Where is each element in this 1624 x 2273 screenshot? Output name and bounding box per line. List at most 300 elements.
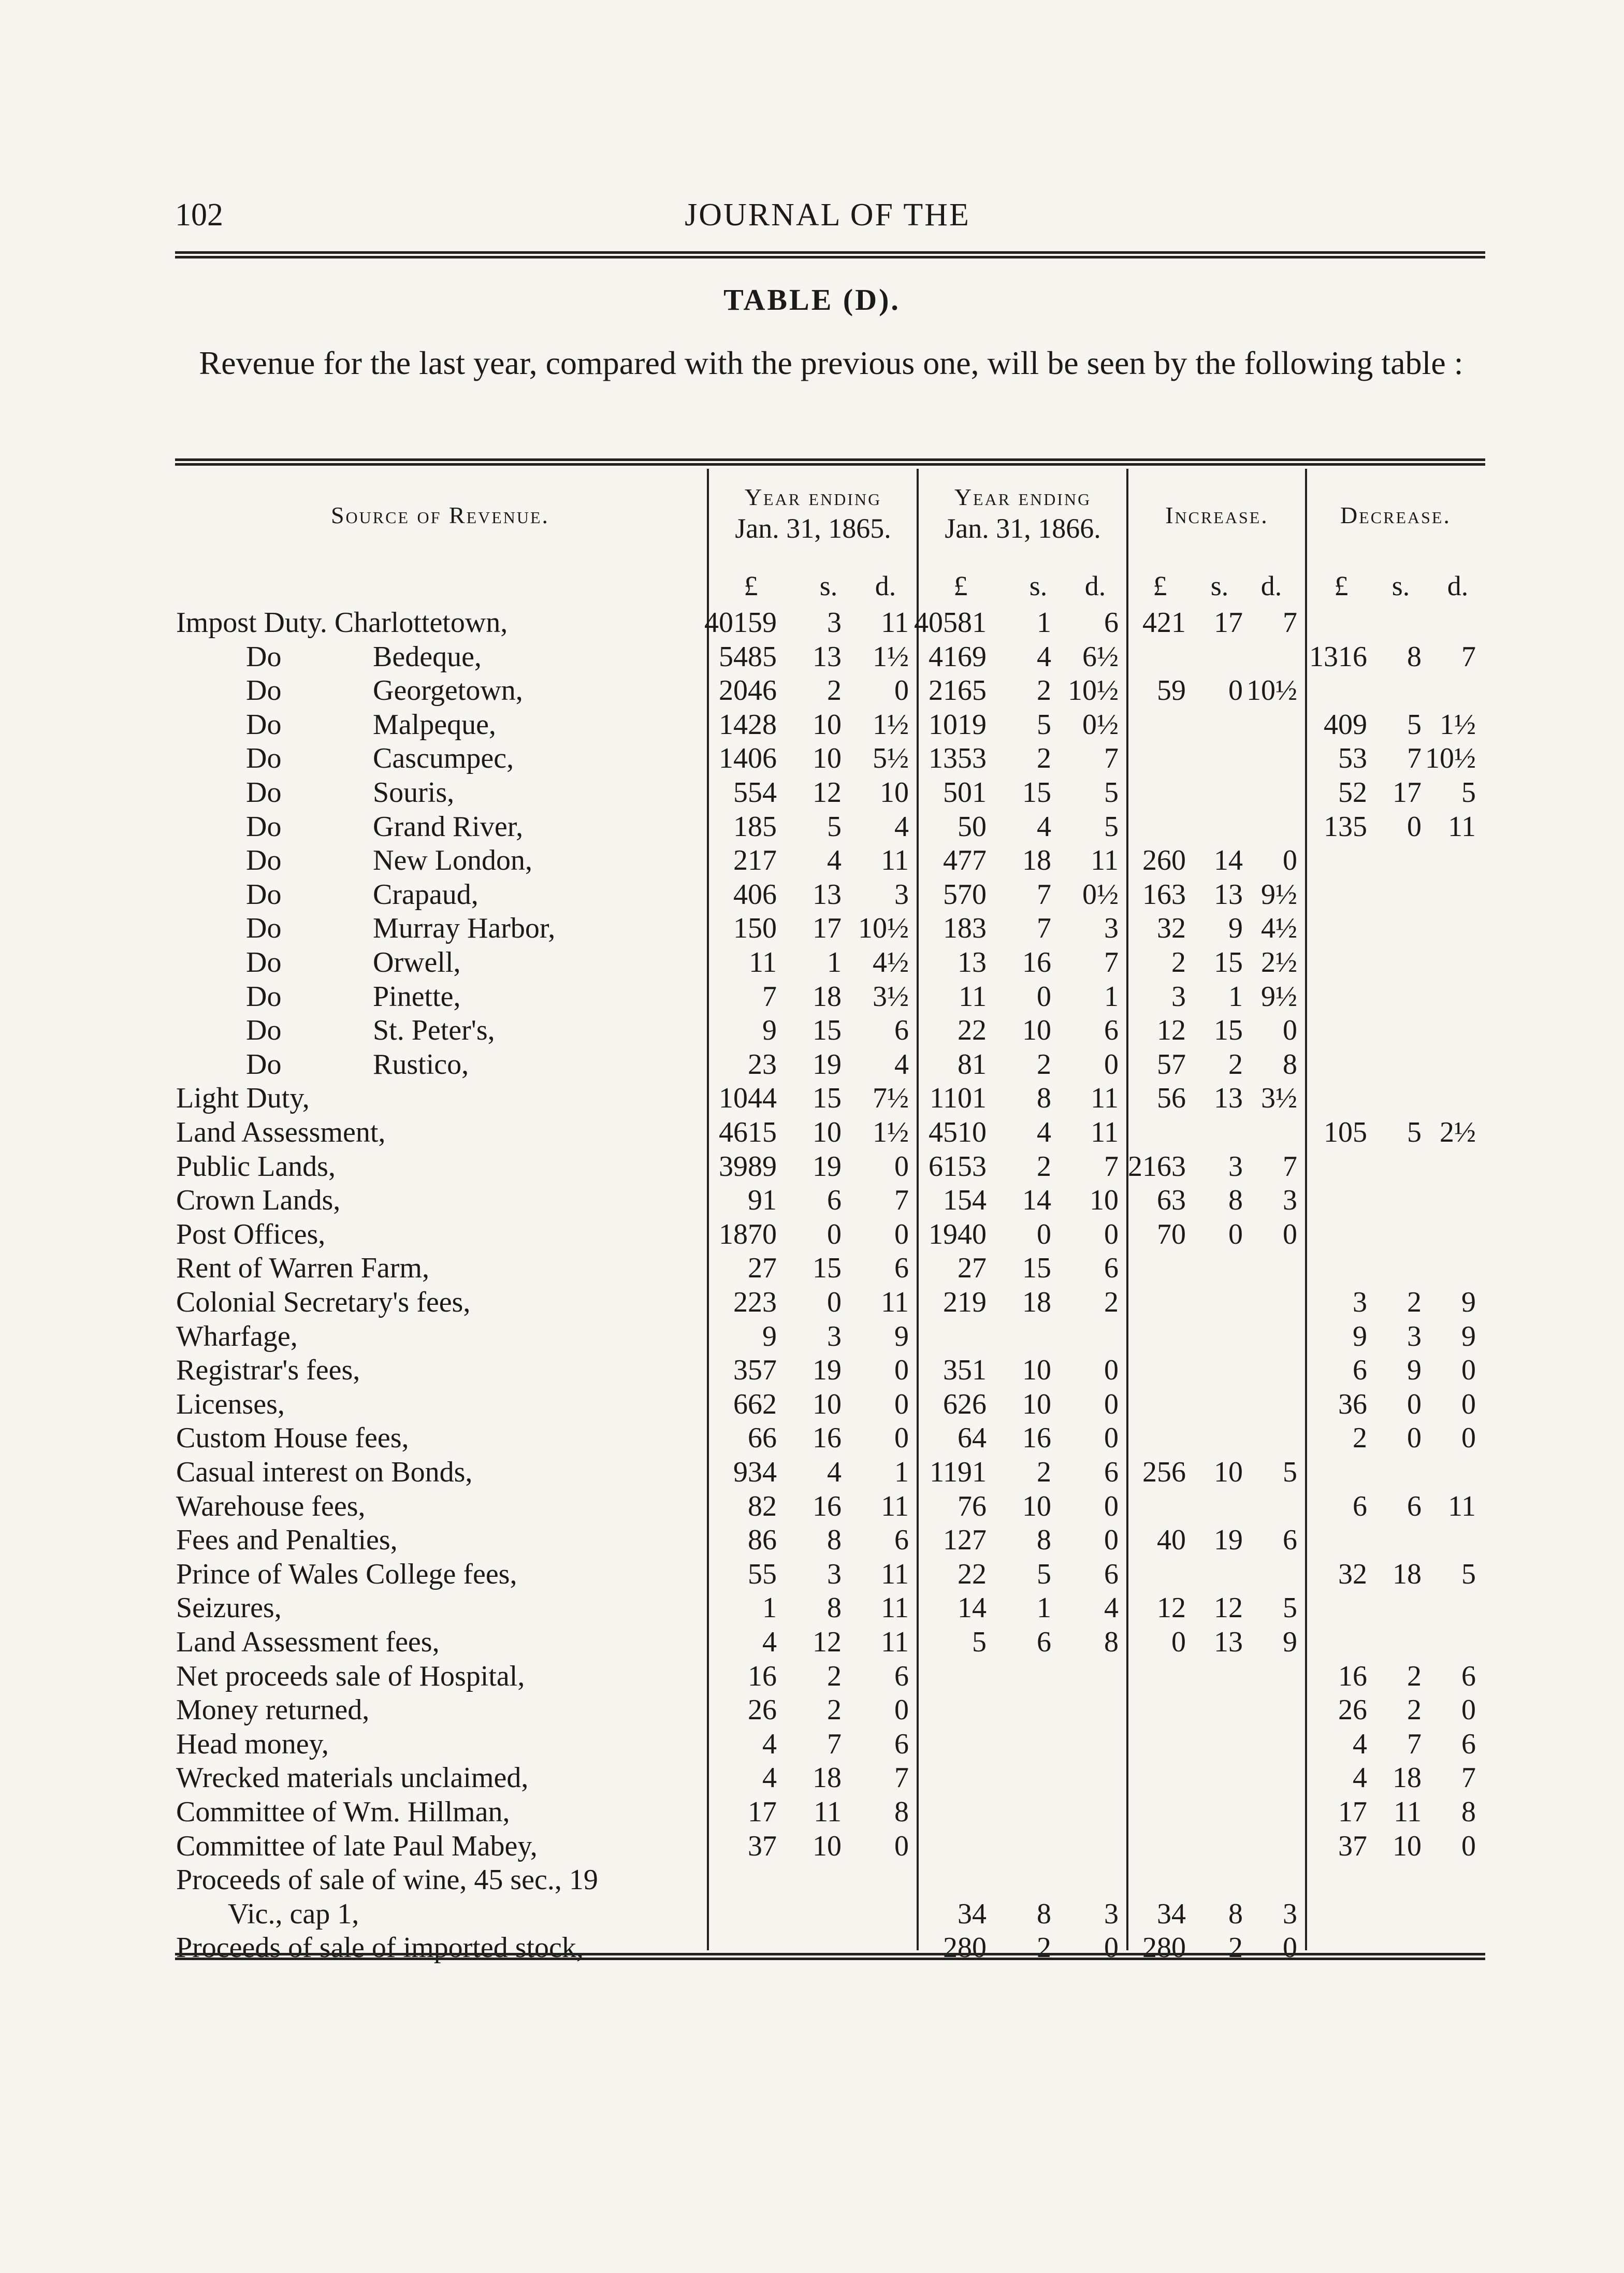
cell-inc-shillings: 13 — [1214, 1626, 1243, 1658]
cell-y2-pence: 2 — [1104, 1286, 1119, 1318]
row-label: Do — [246, 776, 282, 809]
header-rule — [175, 251, 1485, 258]
cell-y2-pence: 6 — [1104, 1252, 1119, 1285]
cell-dec-pounds: 105 — [1324, 1116, 1367, 1148]
cell-y2-pounds: 570 — [943, 878, 987, 911]
row-port-name: Rustico, — [373, 1048, 469, 1081]
cell-y2-pence: 0 — [1104, 1218, 1119, 1250]
cell-y1-shillings: 19 — [813, 1048, 842, 1081]
cell-y2-shillings: 18 — [1022, 1286, 1051, 1318]
cell-y2-pounds: 127 — [943, 1524, 987, 1557]
cell-y2-pence: 4 — [1104, 1592, 1119, 1624]
table-row — [0, 1354, 1624, 1387]
cell-y1-pence: 6 — [894, 1014, 909, 1047]
cell-y1-pounds: 9 — [762, 1014, 777, 1047]
table-row — [0, 1625, 1624, 1659]
cell-y1-pence: 5½ — [873, 742, 909, 775]
row-label: Money returned, — [176, 1694, 370, 1727]
cell-y1-pence: 11 — [881, 1626, 909, 1658]
cell-y2-pounds: 22 — [958, 1014, 987, 1047]
cell-dec-shillings: 0 — [1407, 1388, 1422, 1420]
cell-dec-shillings: 7 — [1407, 742, 1422, 775]
cell-dec-shillings: 6 — [1407, 1490, 1422, 1522]
cell-y2-shillings: 8 — [1037, 1082, 1051, 1115]
cell-inc-pounds: 0 — [1171, 1626, 1186, 1658]
cell-dec-pounds: 6 — [1353, 1490, 1367, 1522]
cell-dec-pence: 0 — [1461, 1422, 1476, 1455]
cell-dec-shillings: 18 — [1393, 1558, 1422, 1590]
cell-dec-pence: 10½ — [1425, 742, 1476, 775]
cell-y2-pence: 5 — [1104, 776, 1119, 809]
cell-y1-shillings: 15 — [813, 1252, 842, 1285]
cell-dec-pence: 9 — [1461, 1286, 1476, 1318]
table-row — [0, 1761, 1624, 1794]
row-label: Proceeds of sale of imported stock, — [176, 1932, 584, 1964]
unit-shilling-4: s. — [1391, 570, 1410, 601]
cell-y1-pence: 0 — [894, 1150, 909, 1183]
cell-y1-pence: 10 — [880, 776, 909, 809]
cell-dec-shillings: 17 — [1393, 776, 1422, 809]
table-row — [0, 1388, 1624, 1421]
cell-y2-pounds: 4169 — [929, 640, 987, 673]
row-label: Do — [246, 1014, 282, 1047]
cell-y2-pence: 6 — [1104, 1558, 1119, 1590]
row-label: Do — [246, 878, 282, 911]
cell-inc-pence: 2½ — [1261, 946, 1297, 979]
cell-y1-shillings: 5 — [827, 810, 842, 843]
cell-y1-pounds: 554 — [733, 776, 777, 809]
cell-inc-pounds: 57 — [1157, 1048, 1186, 1081]
unit-shilling-1: s. — [819, 570, 838, 601]
cell-y1-shillings: 12 — [813, 1626, 842, 1658]
col-head-year2 — [919, 482, 1126, 544]
cell-y1-pence: 11 — [881, 1490, 909, 1522]
row-label: Do — [246, 640, 282, 673]
cell-y1-pounds: 82 — [748, 1490, 777, 1522]
cell-inc-pounds: 59 — [1157, 674, 1186, 707]
cell-inc-pounds: 32 — [1157, 912, 1186, 945]
cell-inc-pounds: 12 — [1157, 1014, 1186, 1047]
row-label: Casual interest on Bonds, — [176, 1456, 473, 1488]
cell-y1-pounds: 406 — [733, 878, 777, 911]
cell-inc-pounds: 56 — [1157, 1082, 1186, 1115]
cell-dec-shillings: 5 — [1407, 708, 1422, 741]
cell-y2-shillings: 15 — [1022, 1252, 1051, 1285]
cell-y2-shillings: 1 — [1037, 607, 1051, 639]
cell-y2-shillings: 2 — [1037, 1932, 1051, 1964]
row-label: Do — [246, 946, 282, 979]
col-head-year1-line2: Jan. 31, 1865. — [735, 513, 891, 544]
row-label: Impost Duty. Charlottetown, — [176, 607, 508, 639]
cell-y1-pence: 4½ — [873, 946, 909, 979]
cell-dec-shillings: 8 — [1407, 640, 1422, 673]
row-label: Public Lands, — [176, 1150, 336, 1183]
cell-dec-pence: 9 — [1461, 1320, 1476, 1353]
row-port-name: St. Peter's, — [373, 1014, 495, 1047]
cell-y1-pounds: 4 — [762, 1728, 777, 1760]
cell-y2-shillings: 4 — [1037, 1116, 1051, 1148]
cell-y2-pence: 6½ — [1082, 640, 1119, 673]
cell-dec-pounds: 17 — [1338, 1796, 1367, 1828]
cell-inc-pence: 3 — [1283, 1184, 1297, 1217]
cell-dec-pounds: 3 — [1353, 1286, 1367, 1318]
cell-y1-pence: 0 — [894, 674, 909, 707]
row-label: Wrecked materials unclaimed, — [176, 1762, 529, 1794]
cell-y2-shillings: 4 — [1037, 640, 1051, 673]
cell-y2-shillings: 0 — [1037, 1218, 1051, 1250]
cell-dec-pence: 0 — [1461, 1354, 1476, 1387]
cell-y1-pence: 0 — [894, 1830, 909, 1862]
cell-y1-pounds: 223 — [733, 1286, 777, 1318]
cell-dec-pence: 7 — [1461, 1762, 1476, 1794]
cell-y1-pounds: 11 — [749, 946, 777, 979]
table-row — [0, 1320, 1624, 1353]
cell-y1-pounds: 934 — [733, 1456, 777, 1488]
row-label: Do — [246, 980, 282, 1013]
row-label: Vic., cap 1, — [228, 1897, 359, 1930]
cell-y1-shillings: 10 — [813, 708, 842, 741]
cell-y2-shillings: 14 — [1022, 1184, 1051, 1217]
unit-shilling-3: s. — [1210, 570, 1229, 601]
table-row — [0, 742, 1624, 775]
cell-inc-shillings: 9 — [1228, 912, 1243, 945]
cell-y2-pounds: 1353 — [929, 742, 987, 775]
cell-inc-pounds: 421 — [1142, 607, 1186, 639]
cell-y1-pounds: 86 — [748, 1524, 777, 1557]
cell-y2-pounds: 219 — [943, 1286, 987, 1318]
row-label: Fees and Penalties, — [176, 1524, 398, 1557]
cell-y2-shillings: 10 — [1022, 1014, 1051, 1047]
col-head-year2-line2: Jan. 31, 1866. — [945, 513, 1101, 544]
row-port-name: Orwell, — [373, 946, 461, 979]
cell-inc-shillings: 13 — [1214, 878, 1243, 911]
table-row — [0, 912, 1624, 945]
cell-y2-shillings: 0 — [1037, 980, 1051, 1013]
cell-y2-pounds: 27 — [958, 1252, 987, 1285]
cell-y1-pounds: 4 — [762, 1762, 777, 1794]
cell-y1-shillings: 3 — [827, 1558, 842, 1590]
cell-inc-shillings: 2 — [1228, 1048, 1243, 1081]
table-row — [0, 1693, 1624, 1727]
cell-inc-pence: 0 — [1283, 1014, 1297, 1047]
cell-y1-shillings: 15 — [813, 1014, 842, 1047]
row-label: Do — [246, 844, 282, 877]
cell-y2-pence: 10½ — [1068, 674, 1119, 707]
cell-y2-pence: 0 — [1104, 1422, 1119, 1455]
cell-y2-pence: 0 — [1104, 1490, 1119, 1522]
cell-y1-pounds: 37 — [748, 1830, 777, 1862]
row-label: Crown Lands, — [176, 1184, 341, 1217]
cell-y1-pounds: 1 — [762, 1592, 777, 1624]
cell-y2-pounds: 477 — [943, 844, 987, 877]
cell-dec-pence: 8 — [1461, 1796, 1476, 1828]
cell-y2-pence: 7 — [1104, 946, 1119, 979]
table-title: TABLE (D). — [723, 283, 901, 317]
cell-inc-shillings: 12 — [1214, 1592, 1243, 1624]
cell-y2-pounds: 183 — [943, 912, 987, 945]
cell-dec-shillings: 2 — [1407, 1660, 1422, 1692]
cell-dec-pounds: 2 — [1353, 1422, 1367, 1455]
cell-y1-shillings: 0 — [827, 1286, 842, 1318]
table-row — [0, 1150, 1624, 1183]
cell-y2-pounds: 64 — [958, 1422, 987, 1455]
cell-y2-pounds: 501 — [943, 776, 987, 809]
cell-inc-pounds: 34 — [1157, 1897, 1186, 1930]
cell-dec-pence: 7 — [1461, 640, 1476, 673]
table-row — [0, 1014, 1624, 1047]
cell-y2-pounds: 280 — [943, 1932, 987, 1964]
cell-y1-pounds: 5485 — [719, 640, 777, 673]
cell-y2-pence: 7 — [1104, 1150, 1119, 1183]
cell-dec-shillings: 18 — [1393, 1762, 1422, 1794]
cell-y2-pounds: 5 — [972, 1626, 987, 1658]
cell-y1-pence: 11 — [881, 1558, 909, 1590]
cell-y1-pounds: 66 — [748, 1422, 777, 1455]
row-label: Prince of Wales College fees, — [176, 1558, 517, 1590]
cell-inc-pounds: 2 — [1171, 946, 1186, 979]
cell-dec-pounds: 4 — [1353, 1728, 1367, 1760]
cell-y2-shillings: 18 — [1022, 844, 1051, 877]
cell-inc-pounds: 63 — [1157, 1184, 1186, 1217]
cell-dec-pounds: 409 — [1324, 708, 1367, 741]
row-port-name: Malpeque, — [373, 708, 496, 741]
table-row — [0, 1456, 1624, 1489]
cell-y2-pence: 6 — [1104, 607, 1119, 639]
unit-pence-3: d. — [1260, 570, 1282, 601]
unit-pence-4: d. — [1447, 570, 1469, 601]
cell-y2-pounds: 13 — [958, 946, 987, 979]
cell-y1-shillings: 15 — [813, 1082, 842, 1115]
cell-y1-pence: 1½ — [873, 708, 909, 741]
cell-inc-pounds: 2163 — [1128, 1150, 1186, 1183]
cell-y1-pounds: 17 — [748, 1796, 777, 1828]
cell-inc-pounds: 40 — [1157, 1524, 1186, 1557]
cell-dec-shillings: 7 — [1407, 1728, 1422, 1760]
cell-y1-pence: 1½ — [873, 1116, 909, 1148]
cell-y1-shillings: 3 — [827, 607, 842, 639]
cell-inc-shillings: 17 — [1214, 607, 1243, 639]
cell-y1-pence: 1 — [894, 1456, 909, 1488]
cell-y1-shillings: 4 — [827, 1456, 842, 1488]
cell-y1-pence: 0 — [894, 1422, 909, 1455]
cell-y2-pence: 11 — [1091, 1116, 1119, 1148]
cell-y1-pence: 0 — [894, 1354, 909, 1387]
cell-y1-shillings: 10 — [813, 1116, 842, 1148]
cell-y2-pounds: 6153 — [929, 1150, 987, 1183]
table-top-rule — [175, 458, 1485, 466]
cell-y1-pence: 10½ — [858, 912, 909, 945]
table-row — [0, 1795, 1624, 1829]
cell-inc-pence: 7 — [1283, 607, 1297, 639]
cell-dec-shillings: 10 — [1393, 1830, 1422, 1862]
cell-y1-pence: 6 — [894, 1728, 909, 1760]
cell-y2-pence: 0 — [1104, 1354, 1119, 1387]
cell-inc-pence: 6 — [1283, 1524, 1297, 1557]
cell-y2-shillings: 8 — [1037, 1524, 1051, 1557]
cell-y1-shillings: 17 — [813, 912, 842, 945]
table-row — [0, 1184, 1624, 1217]
cell-y1-shillings: 8 — [827, 1592, 842, 1624]
cell-y2-shillings: 10 — [1022, 1388, 1051, 1420]
cell-y2-shillings: 6 — [1037, 1626, 1051, 1658]
cell-inc-pence: 5 — [1283, 1456, 1297, 1488]
cell-y1-pounds: 1870 — [719, 1218, 777, 1250]
cell-y1-pounds: 150 — [733, 912, 777, 945]
table-row — [0, 1558, 1624, 1591]
cell-inc-shillings: 0 — [1228, 674, 1243, 707]
cell-y1-pounds: 7 — [762, 980, 777, 1013]
unit-pound-4: £ — [1334, 570, 1349, 601]
cell-y2-pence: 7 — [1104, 742, 1119, 775]
row-label: Do — [246, 810, 282, 843]
row-label: Proceeds of sale of wine, 45 sec., 19 — [176, 1864, 598, 1896]
cell-y2-pounds: 40581 — [914, 607, 987, 639]
cell-y2-pence: 0 — [1104, 1388, 1119, 1420]
cell-inc-pence: 10½ — [1246, 674, 1297, 707]
table-row — [0, 1286, 1624, 1319]
unit-shilling-2: s. — [1029, 570, 1048, 601]
cell-y2-pounds: 11 — [959, 980, 987, 1013]
cell-y1-pence: 7½ — [873, 1082, 909, 1115]
cell-inc-pounds: 3 — [1171, 980, 1186, 1013]
cell-y1-pounds: 2046 — [719, 674, 777, 707]
cell-dec-shillings: 3 — [1407, 1320, 1422, 1353]
cell-y2-pounds: 34 — [958, 1897, 987, 1930]
cell-y2-shillings: 5 — [1037, 708, 1051, 741]
cell-y2-shillings: 2 — [1037, 1048, 1051, 1081]
cell-y1-pence: 4 — [894, 1048, 909, 1081]
cell-y2-pounds: 154 — [943, 1184, 987, 1217]
cell-y1-pounds: 26 — [748, 1694, 777, 1727]
cell-y2-pounds: 2165 — [929, 674, 987, 707]
cell-y1-shillings: 19 — [813, 1354, 842, 1387]
row-label: Do — [246, 912, 282, 945]
cell-y2-shillings: 15 — [1022, 776, 1051, 809]
table-row — [0, 1421, 1624, 1455]
cell-y2-pounds: 76 — [958, 1490, 987, 1522]
running-head: JOURNAL OF THE — [685, 197, 970, 233]
col-head-source — [176, 500, 704, 531]
unit-pence-1: d. — [875, 570, 896, 601]
row-label: Net proceeds sale of Hospital, — [176, 1660, 525, 1692]
cell-inc-shillings: 0 — [1228, 1218, 1243, 1250]
row-label: Colonial Secretary's fees, — [176, 1286, 471, 1318]
row-label: Post Offices, — [176, 1218, 326, 1250]
row-port-name: Grand River, — [373, 810, 524, 843]
cell-inc-pence: 3 — [1283, 1897, 1297, 1930]
cell-y2-shillings: 2 — [1037, 742, 1051, 775]
cell-y1-shillings: 4 — [827, 844, 842, 877]
cell-dec-pence: 0 — [1461, 1694, 1476, 1727]
cell-y1-shillings: 1 — [827, 946, 842, 979]
cell-y2-shillings: 7 — [1037, 878, 1051, 911]
cell-inc-pounds: 70 — [1157, 1218, 1186, 1250]
cell-y1-pence: 6 — [894, 1524, 909, 1557]
cell-y1-shillings: 2 — [827, 1660, 842, 1692]
cell-y1-pounds: 1044 — [719, 1082, 777, 1115]
cell-dec-pounds: 32 — [1338, 1558, 1367, 1590]
cell-inc-pence: 3½ — [1261, 1082, 1297, 1115]
cell-y1-pounds: 1428 — [719, 708, 777, 741]
row-label: Land Assessment fees, — [176, 1626, 440, 1658]
cell-y2-shillings: 5 — [1037, 1558, 1051, 1590]
cell-dec-pence: 6 — [1461, 1728, 1476, 1760]
table-row — [0, 1523, 1624, 1557]
unit-pound-3: £ — [1153, 570, 1167, 601]
cell-y1-pence: 9 — [894, 1320, 909, 1353]
row-label: Committee of late Paul Mabey, — [176, 1830, 538, 1862]
cell-y1-pounds: 16 — [748, 1660, 777, 1692]
col-head-decrease — [1308, 500, 1484, 531]
cell-inc-pounds: 256 — [1142, 1456, 1186, 1488]
row-label: Seizures, — [176, 1592, 282, 1624]
table-row — [0, 1591, 1624, 1624]
table-bottom-rule — [175, 1953, 1485, 1960]
cell-y1-pence: 0 — [894, 1218, 909, 1250]
cell-y2-pence: 0 — [1104, 1048, 1119, 1081]
cell-y1-pence: 8 — [894, 1796, 909, 1828]
row-label: Licenses, — [176, 1388, 285, 1420]
table-row — [0, 1082, 1624, 1115]
cell-y2-pence: 0 — [1104, 1524, 1119, 1557]
cell-inc-shillings: 8 — [1228, 1897, 1243, 1930]
cell-inc-pounds: 280 — [1142, 1932, 1186, 1964]
cell-y1-pounds: 91 — [748, 1184, 777, 1217]
cell-dec-shillings: 2 — [1407, 1286, 1422, 1318]
col-head-year2-line1: Year ending — [954, 484, 1092, 510]
cell-y1-shillings: 18 — [813, 980, 842, 1013]
cell-y2-shillings: 16 — [1022, 1422, 1051, 1455]
cell-y1-shillings: 6 — [827, 1184, 842, 1217]
cell-y1-pounds: 40159 — [704, 607, 777, 639]
cell-y1-shillings: 18 — [813, 1762, 842, 1794]
row-label: Do — [246, 674, 282, 707]
cell-inc-pounds: 163 — [1142, 878, 1186, 911]
cell-y1-pounds: 23 — [748, 1048, 777, 1081]
cell-y1-shillings: 12 — [813, 776, 842, 809]
col-head-increase-text: Increase. — [1165, 502, 1269, 528]
cell-y2-pounds: 1019 — [929, 708, 987, 741]
cell-inc-shillings: 3 — [1228, 1150, 1243, 1183]
cell-y1-pence: 6 — [894, 1252, 909, 1285]
cell-y2-pence: 0½ — [1082, 878, 1119, 911]
cell-y1-shillings: 13 — [813, 640, 842, 673]
cell-inc-pence: 0 — [1283, 1932, 1297, 1964]
cell-dec-pounds: 37 — [1338, 1830, 1367, 1862]
cell-y2-pounds: 14 — [958, 1592, 987, 1624]
cell-y2-pounds: 1191 — [930, 1456, 987, 1488]
cell-dec-pounds: 9 — [1353, 1320, 1367, 1353]
cell-y2-shillings: 4 — [1037, 810, 1051, 843]
cell-y2-pence: 1 — [1104, 980, 1119, 1013]
cell-inc-pounds: 12 — [1157, 1592, 1186, 1624]
cell-y2-pence: 10 — [1090, 1184, 1119, 1217]
row-port-name: Bedeque, — [373, 640, 482, 673]
cell-y1-pence: 11 — [881, 844, 909, 877]
unit-pence-2: d. — [1084, 570, 1106, 601]
cell-inc-pence: 4½ — [1261, 912, 1297, 945]
cell-inc-shillings: 2 — [1228, 1932, 1243, 1964]
cell-inc-pence: 9½ — [1261, 878, 1297, 911]
table-row — [0, 980, 1624, 1013]
cell-dec-pence: 5 — [1461, 776, 1476, 809]
cell-y2-pounds: 4510 — [929, 1116, 987, 1148]
cell-dec-pounds: 1316 — [1309, 640, 1367, 673]
cell-y2-pounds: 626 — [943, 1388, 987, 1420]
table-row — [0, 1218, 1624, 1251]
cell-inc-shillings: 1 — [1228, 980, 1243, 1013]
table-row — [0, 844, 1624, 877]
